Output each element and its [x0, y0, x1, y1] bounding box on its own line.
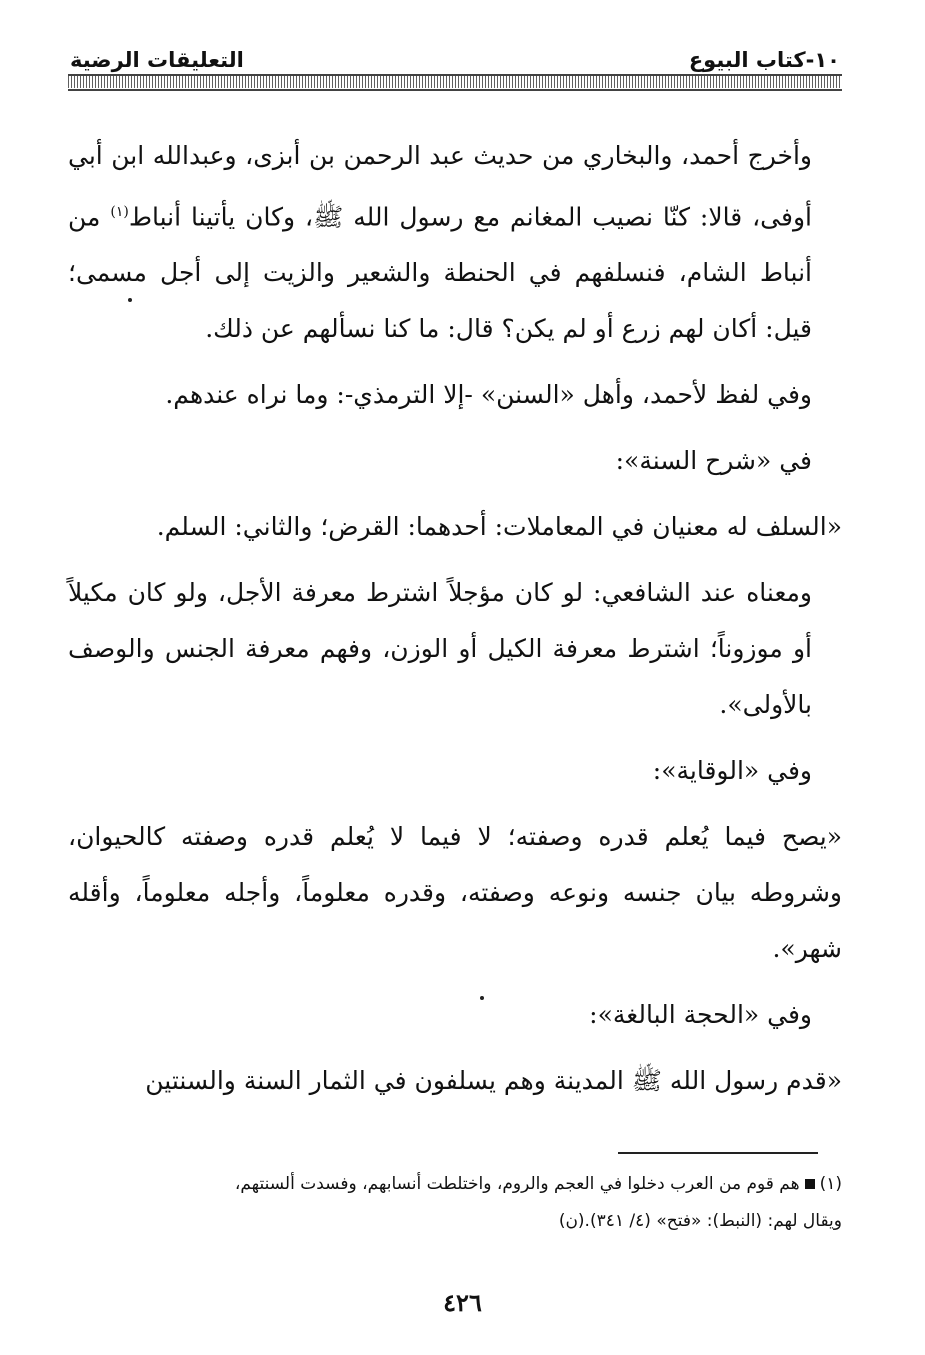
footnote-rule — [618, 1152, 818, 1154]
footnote-1-continued: ويقال لهم: (النبط): «فتح» (٤/ ٣٤١).(ن) — [558, 1211, 842, 1231]
footnotes — [68, 1166, 842, 1240]
book-title: التعليقات الرضية — [70, 48, 244, 72]
footnote-1 — [68, 1166, 842, 1203]
paragraph-hadith-text: وأخرج أحمد، والبخاري من حديث عبد الرحمن بن أبزى، وعبدالله ابن أبي أوفى، قالا: كنّا نصيب المغانم مع رسول الله ﷺ، وكان يأتينا أنباط — [68, 141, 812, 232]
quote-hujja: «قدم رسول الله ﷺ المدينة وهم يسلفون في الثمار السنة والسنتين — [145, 1066, 842, 1096]
footnote-1-text: هم قوم من العرب دخلوا في العجم والروم، واختلطت أنسابهم، وفسدت ألسنتهم، — [234, 1174, 800, 1194]
heading-wiqaya: وفي «الوقاية»: — [652, 756, 812, 786]
heading-sharh-sunnah: في «شرح السنة»: — [615, 446, 812, 476]
paragraph-hadith-rest: من أنباط الشام، فنسلفهم في الحنطة والشعير والزيت إلى أجل مسمى؛ قيل: أكان لهم زرع أو لم يكن؟ قال: ما كنا نسألهم عن ذلك. — [68, 202, 812, 344]
footnote-marker: (١) — [110, 204, 129, 220]
paragraph-hadith — [68, 128, 842, 357]
quote-salaf: «السلف له معنيان في المعاملات: أحدهما: القرض؛ والثاني: السلم. — [156, 512, 842, 542]
page-header — [70, 38, 840, 72]
heading-hujja: وفي «الحجة البالغة»: — [589, 1000, 812, 1030]
page-number: ٤٢٦ — [443, 1288, 482, 1317]
header-rule — [68, 74, 842, 88]
print-speck — [480, 996, 484, 1000]
paragraph-shafii: ومعناه عند الشافعي: لو كان مؤجلاً اشترط معرفة الأجل، ولو كان مكيلاً أو موزوناً؛ اشترط معرفة الكيل أو الوزن، وفهم معرفة الجنس والوصف بالأولى». — [68, 578, 812, 720]
print-speck — [128, 298, 132, 302]
square-bullet-icon — [805, 1179, 815, 1189]
main-text — [68, 128, 842, 1119]
paragraph-ahmad: وفي لفظ لأحمد، وأهل «السنن» -إلا الترمذي-: وما نراه عندهم. — [165, 380, 812, 410]
quote-wiqaya: «يصح فيما يُعلم قدره وصفته؛ لا فيما لا يُعلم قدره وصفته كالحيوان، وشروطه بيان جنسه ونوعه وصفته، وقدره معلوماً، وأجله معلوماً، وأقله شهر». — [68, 822, 842, 964]
footnote-number: (١) — [819, 1174, 842, 1194]
chapter-title: ١٠-كتاب البيوع — [688, 48, 840, 72]
